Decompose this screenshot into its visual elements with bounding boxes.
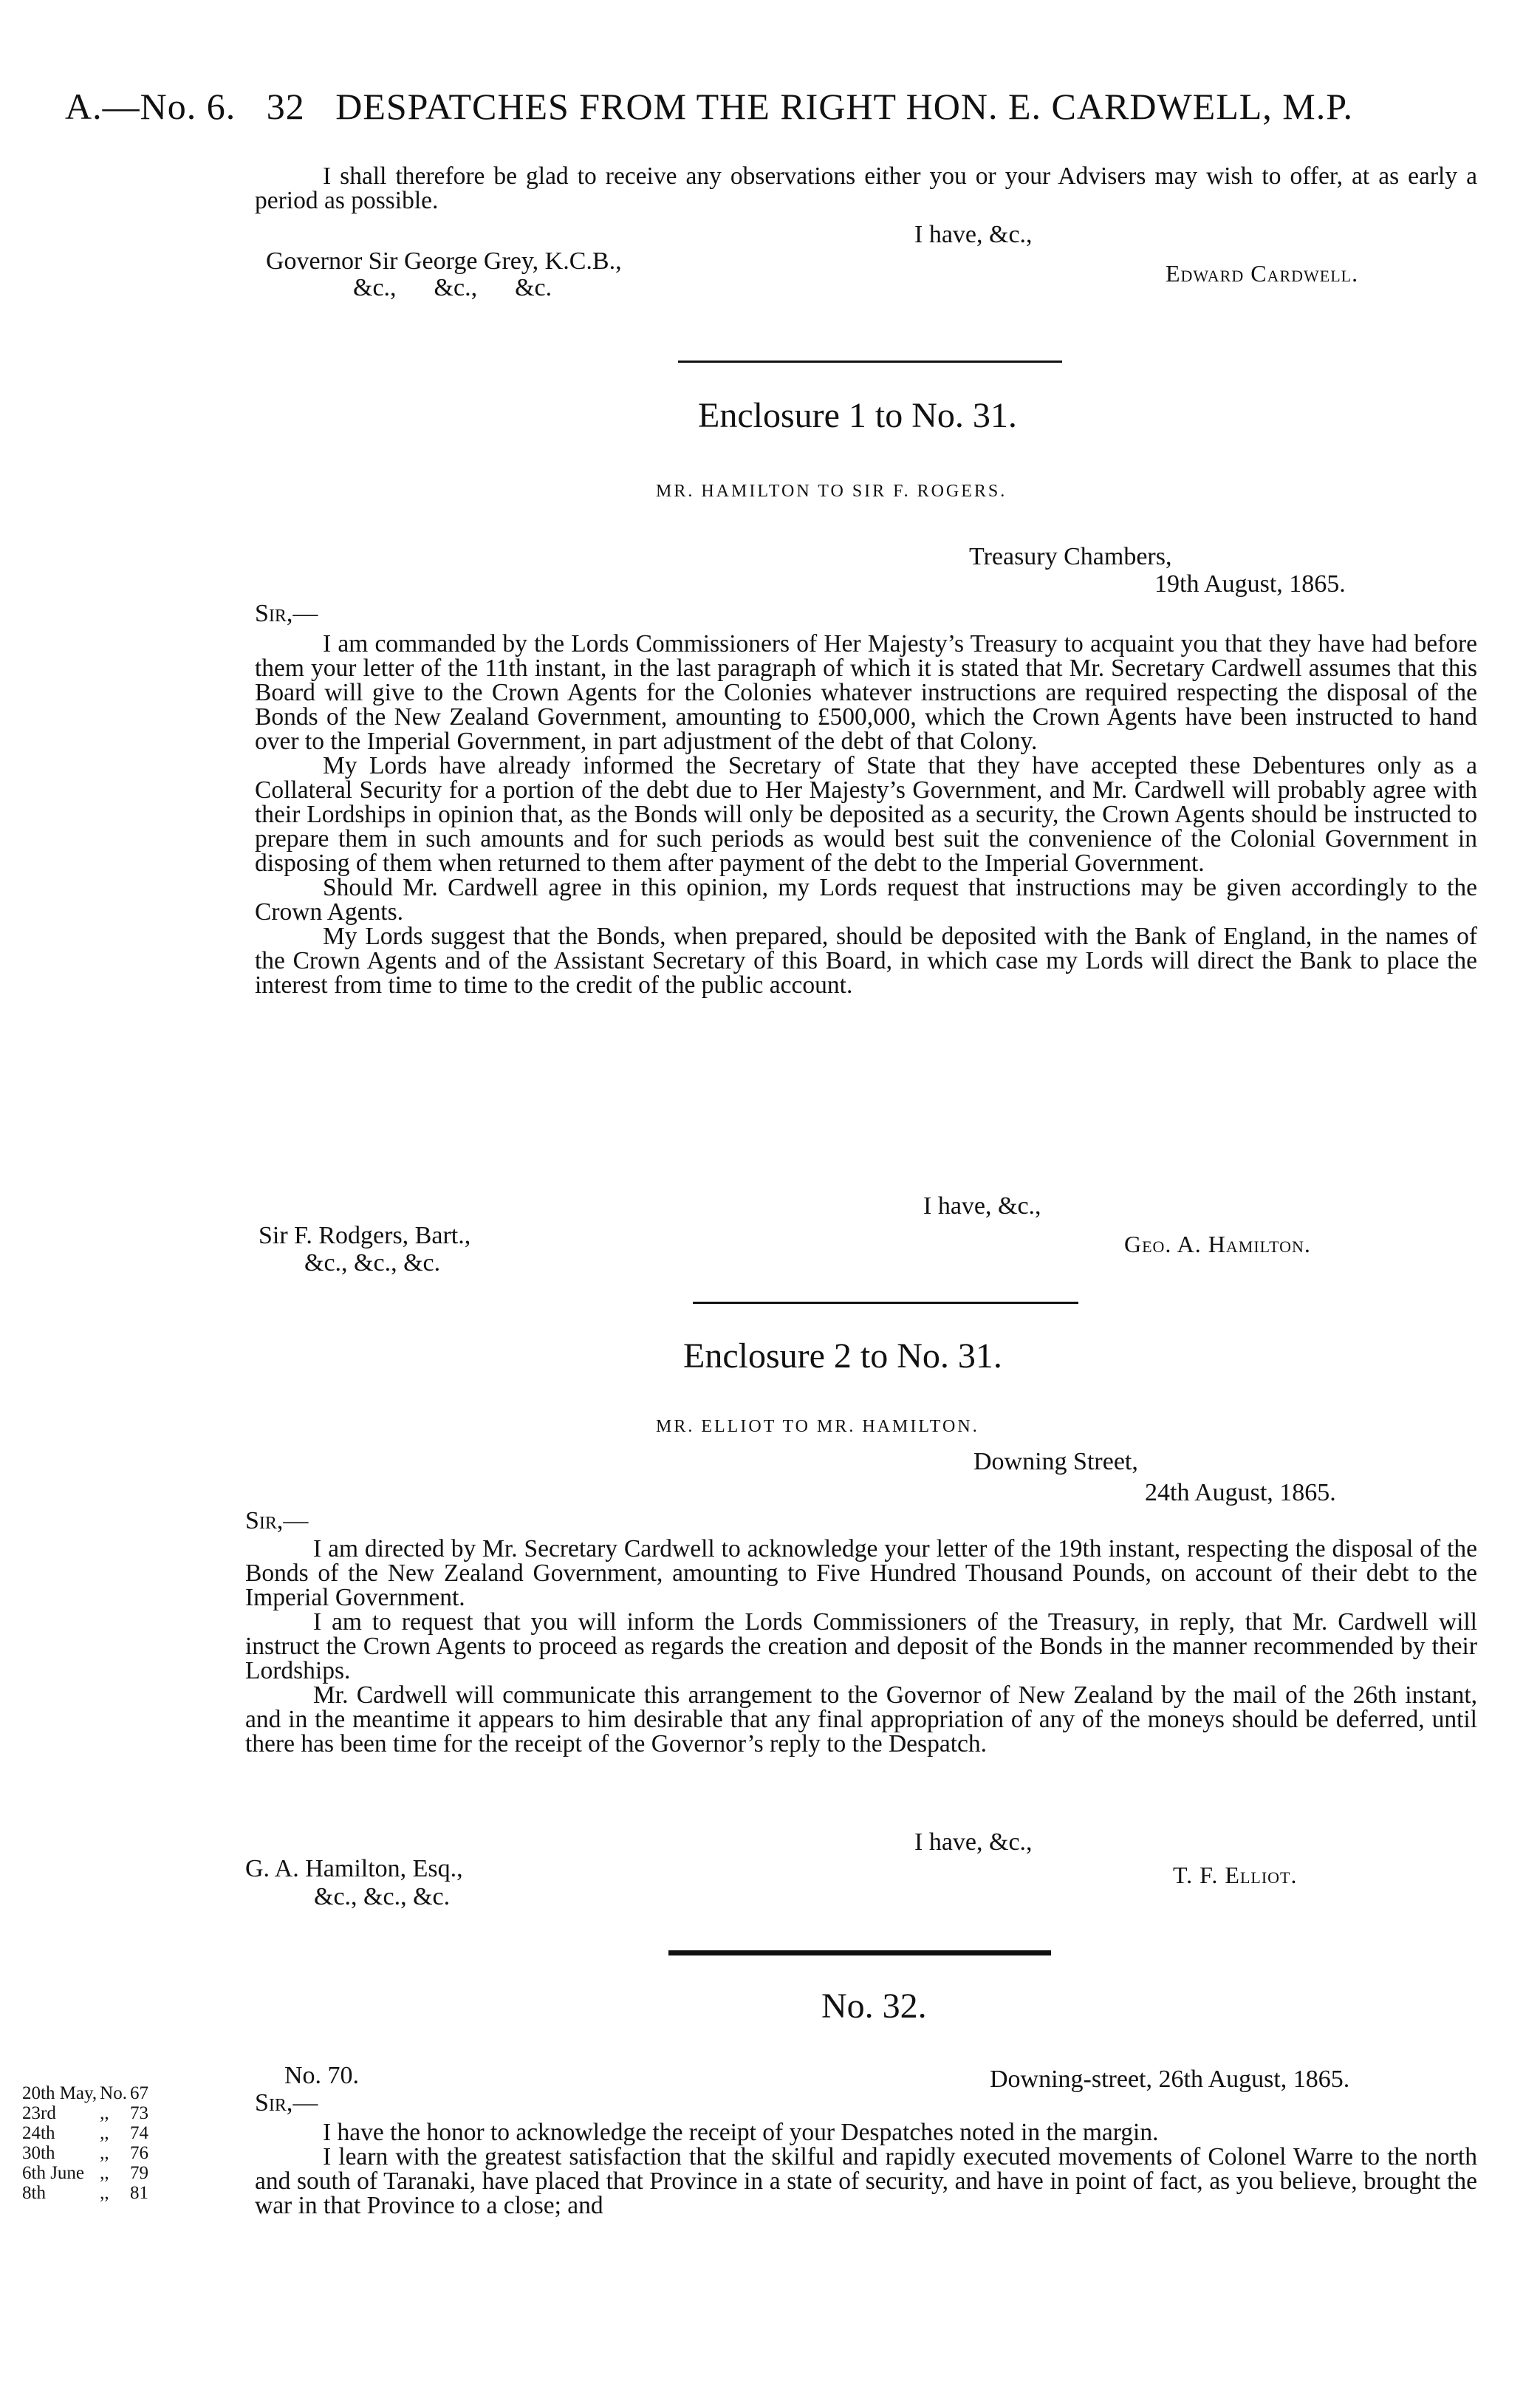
opening-closing: I have, &c., (914, 221, 1033, 248)
enclosure1-paragraph: My Lords suggest that the Bonds, when prepared, should be deposited with the Bank of England, in the names of the Crown Agents and of the Assistant Secretary of this Board, in which case my Lords will direct the Bank to place the interest from time to time to the credit of the public account. (255, 923, 1477, 999)
enclosure2-paragraph: I am directed by Mr. Secretary Cardwell to acknowledge your letter of the 19th instant, respecting the disposal of the Bonds of the New Zealand Government, amounting to Five Hundred Thousand Pounds, on account of their debt to the Imperial Government. (245, 1535, 1477, 1611)
enclosure2-paragraph: Mr. Cardwell will communicate this arrangement to the Governor of New Zealand by the mail of the 26th instant, and in the meantime it appears to him desirable that any final appropriation of any of the moneys should be deferred, until there has been time for the receipt of the Governor’s reply to the Despatch. (245, 1681, 1477, 1757)
enclosure1-addressee-line2: &c., &c., &c. (304, 1249, 441, 1277)
enclosure1-body (255, 632, 1477, 997)
margin-note-label: ,, (100, 2103, 109, 2123)
enclosure1-salutation: Sir,— (255, 600, 318, 627)
margin-note-date: 6th June (22, 2163, 85, 2183)
enclosure2-salutation: Sir,— (245, 1507, 309, 1534)
margin-note-label: ,, (100, 2163, 109, 2183)
divider-rule (693, 1302, 1078, 1304)
enclosure1-place: Treasury Chambers, (969, 543, 1172, 570)
enclosure2-place: Downing Street, (973, 1448, 1138, 1475)
divider-rule (678, 361, 1062, 363)
no32-body (255, 2120, 1477, 2218)
enclosure2-addressee-line1: G. A. Hamilton, Esq., (245, 1855, 463, 1882)
no32-salutation: Sir,— (255, 2089, 318, 2117)
no32-heading: No. 32. (821, 1987, 927, 2026)
margin-note-number: 76 (129, 2143, 148, 2163)
margin-note-label: ,, (100, 2123, 109, 2143)
enclosure1-paragraph: Should Mr. Cardwell agree in this opinion, my Lords request that instructions may be given accordingly to the Crown Agents. (255, 874, 1477, 926)
no32-place-date: Downing-street, 26th August, 1865. (990, 2066, 1350, 2093)
enclosure2-heading: Enclosure 2 to No. 31. (683, 1336, 1002, 1376)
no32-paragraph: I have the honor to acknowledge the receipt of your Despatches noted in the margin. (323, 2119, 1159, 2146)
margin-note-date: 24th (22, 2123, 55, 2143)
enclosure2-closing: I have, &c., (914, 1828, 1033, 1856)
margin-note-number: 67 (129, 2083, 148, 2103)
margin-note-row (22, 2183, 151, 2203)
margin-note-row (22, 2123, 151, 2143)
opening-addressee-line1: Governor Sir George Grey, K.C.B., (266, 247, 622, 275)
margin-note-number: 79 (129, 2163, 148, 2183)
divider-rule-thick (668, 1950, 1051, 1955)
enclosure2-signature: T. F. Elliot. (1173, 1862, 1298, 1888)
enclosure1-closing: I have, &c., (923, 1192, 1041, 1220)
page-number: 32 (266, 86, 305, 127)
enclosure1-paragraph: My Lords have already informed the Secretary of State that they have accepted these Debentures only as a Collateral Security for a portion of the debt due to Her Majesty’s Government, and Mr. Cardwell will probably agree with their Lordships in opinion that, as the Bonds will only be deposited as a security, the Crown Agents should be instructed to prepare them in such amounts and for such periods as would best suit the convenience of the Colonial Government in disposing of them when returned to them after payment of the debt to the Imperial Government. (255, 752, 1477, 877)
enclosure2-date: 24th August, 1865. (1145, 1479, 1336, 1506)
no32-number: No. 70. (284, 2062, 360, 2089)
running-header (65, 85, 1353, 128)
enclosure1-paragraph: I am commanded by the Lords Commissioners of Her Majesty’s Treasury to acquaint you that they have had before them your letter of the 11th instant, in the last paragraph of which it is stated that Mr. Secretary Cardwell assumes that this Board will give to the Crown Agents for the Colonies whatever instructions are required respecting the disposal of the Bonds of the New Zealand Government, amounting to £500,000, which the Crown Agents have been instructed to hand over to the Imperial Government, in part adjustment of the debt of that Colony. (255, 630, 1477, 755)
enclosure2-subheading: MR. ELLIOT TO MR. HAMILTON. (656, 1417, 979, 1436)
margin-note-date: 8th (22, 2183, 46, 2203)
margin-note-number: 74 (129, 2123, 148, 2143)
enclosure1-addressee-line1: Sir F. Rodgers, Bart., (259, 1222, 471, 1249)
margin-note-number: 73 (129, 2103, 148, 2123)
header-title: DESPATCHES FROM THE RIGHT HON. E. CARDWELL, M.P. (335, 86, 1354, 127)
enclosure1-subheading: MR. HAMILTON TO SIR F. ROGERS. (656, 482, 1007, 501)
enclosure2-addressee-line2: &c., &c., &c. (314, 1883, 451, 1910)
enclosure1-heading: Enclosure 1 to No. 31. (698, 396, 1017, 435)
margin-note-date: 30th (22, 2143, 55, 2163)
opening-signature: Edward Cardwell. (1166, 260, 1359, 287)
margin-note-row (22, 2103, 151, 2123)
no32-paragraph: I learn with the greatest satisfaction that the skilful and rapidly executed movements of Colonel Warre to the north and south of Taranaki, have placed that Province in a state of security, and have in point of fact, as you believe, brought the war in that Province to a close; and (255, 2143, 1477, 2219)
margin-note-label: No. (100, 2083, 127, 2103)
enclosure2-body (245, 1537, 1477, 1756)
margin-note-date: 20th May, (22, 2083, 97, 2103)
margin-note-label: ,, (100, 2183, 109, 2203)
enclosure2-paragraph: I am to request that you will inform the Lords Commissioners of the Treasury, in reply, that Mr. Cardwell will instruct the Crown Agents to proceed as regards the creation and deposit of the Bonds in the manner recommended by their Lordships. (245, 1608, 1477, 1684)
margin-note-row (22, 2143, 151, 2163)
enclosure1-signature: Geo. A. Hamilton. (1124, 1231, 1311, 1257)
margin-note-number: 81 (129, 2183, 148, 2203)
margin-note-label: ,, (100, 2143, 109, 2163)
margin-note-row (22, 2083, 151, 2103)
opening-paragraph: I shall therefore be glad to receive any observations either you or your Advisers may wish to offer, at as early a period as possible. (255, 163, 1477, 214)
margin-notes (22, 2083, 151, 2203)
margin-note-row (22, 2163, 151, 2183)
margin-note-date: 23rd (22, 2103, 56, 2123)
enclosure1-date: 19th August, 1865. (1154, 570, 1346, 598)
series-reference: A.—No. 6. (65, 86, 236, 127)
opening-addressee-line2: &c., &c., &c. (353, 274, 552, 301)
